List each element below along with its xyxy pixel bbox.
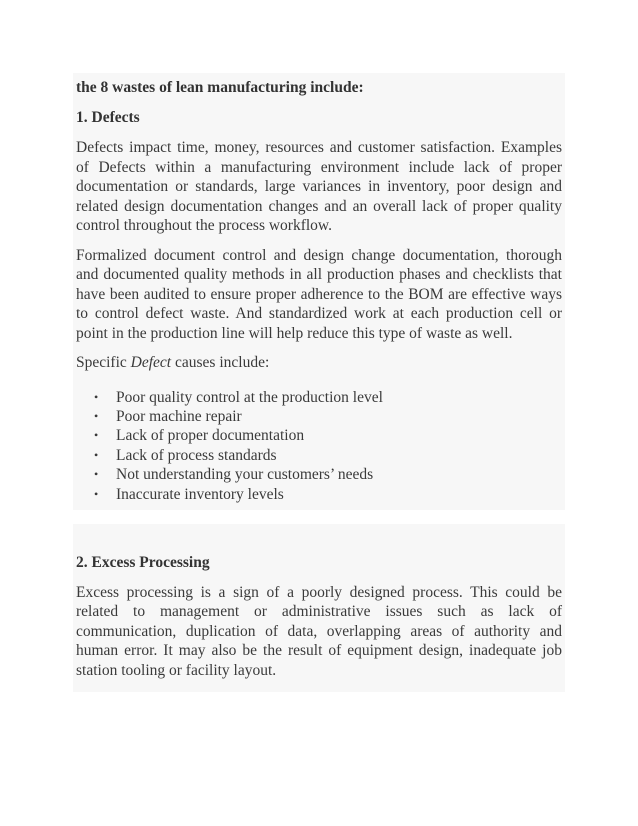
list-item: • Lack of proper documentation (116, 426, 562, 445)
list-item: • Poor machine repair (116, 407, 562, 426)
list-item: • Poor quality control at the production level (116, 388, 562, 407)
defects-paragraph-1: Defects impact time, money, resources and customer satisfaction. Examples of Defects within a manufacturing environment include lack of proper documentation or standards, large variances in inventory, poor design and related design documentation changes and an overall lack of proper quality control throughout the process workflow. (76, 139, 562, 234)
defects-section (73, 73, 565, 510)
list-item: • Inaccurate inventory levels (116, 485, 562, 504)
intro-heading: the 8 wastes of lean manufacturing include: (76, 79, 364, 96)
list-item: • Lack of process standards (116, 446, 562, 465)
causes-suffix: causes include: (171, 354, 270, 371)
defects-heading: 1. Defects (76, 109, 140, 126)
section-spacer (76, 524, 562, 548)
excess-section (73, 524, 565, 693)
defect-causes-list (76, 378, 562, 510)
causes-prefix: Specific (76, 354, 131, 371)
excess-heading: 2. Excess Processing (76, 553, 210, 571)
excess-paragraph-1: Excess processing is a sign of a poorly designed process. This could be related to management or administrative issues such as lack of communication, duplication of data, overlapping areas of authority and human error. It may also be the result of equipment design, inadequate job station tooling or facility layout. (76, 583, 562, 679)
defects-causes-intro (76, 348, 562, 378)
defects-paragraph-2: Formalized document control and design change documentation, thorough and documented quality methods in all production phases and checklists that have been audited to ensure proper adherence to the BOM are effective ways to control defect waste. And standardized work at each production cell or point in the production line will help reduce this type of waste as well. (76, 246, 562, 342)
document-page (73, 73, 565, 692)
list-item: • Not understanding your customers’ needs (116, 465, 562, 484)
causes-emphasis: Defect (130, 354, 172, 371)
